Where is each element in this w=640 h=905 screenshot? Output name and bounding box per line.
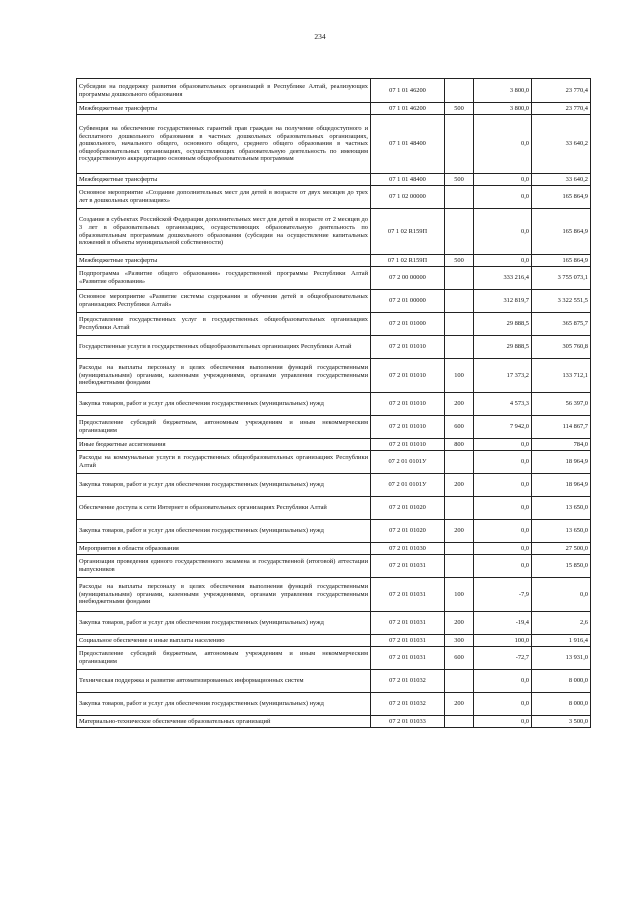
amount-total: 114 867,7 <box>532 416 591 439</box>
table-row <box>77 520 591 543</box>
table-row <box>77 267 591 290</box>
item-name: Иные бюджетные ассигнования <box>77 439 371 451</box>
amount-change: 312 819,7 <box>474 290 532 313</box>
target-article-code: 07 2 01 01031 <box>371 612 445 635</box>
table-row <box>77 174 591 186</box>
amount-change: 0,0 <box>474 520 532 543</box>
item-name: Техническая поддержка и развитие автоматизированных информационных систем <box>77 670 371 693</box>
item-name: Основное мероприятие «Развитие системы содержания и обучения детей в общеобразовательных организациях Республики Алтай» <box>77 290 371 313</box>
expense-type-code <box>445 115 474 174</box>
expense-type-code <box>445 451 474 474</box>
target-article-code: 07 2 01 0101У <box>371 474 445 497</box>
target-article-code: 07 2 01 01032 <box>371 670 445 693</box>
amount-change: 0,0 <box>474 174 532 186</box>
item-name: Создание в субъектах Российской Федерации дополнительных мест для детей в возрасте от 2 месяцев до 3 лет в образовательных организациях, осуществляющих образовательную деятельность по образовательным программам дошкольного образования (субсидии на осуществление капитальных вложений в объекты муниципальной собственности) <box>77 209 371 255</box>
table-row <box>77 612 591 635</box>
amount-total: 165 864,9 <box>532 255 591 267</box>
amount-total: 0,0 <box>532 578 591 612</box>
table-row <box>77 451 591 474</box>
amount-change: 0,0 <box>474 693 532 716</box>
target-article-code: 07 2 01 01010 <box>371 416 445 439</box>
table-row <box>77 635 591 647</box>
expense-type-code: 500 <box>445 255 474 267</box>
expense-type-code <box>445 336 474 359</box>
amount-change: 0,0 <box>474 716 532 728</box>
item-name: Межбюджетные трансферты <box>77 255 371 267</box>
amount-change: 0,0 <box>474 497 532 520</box>
table-row <box>77 693 591 716</box>
amount-change: 3 800,0 <box>474 79 532 103</box>
amount-total: 165 864,9 <box>532 186 591 209</box>
amount-total: 2,6 <box>532 612 591 635</box>
table-row <box>77 670 591 693</box>
target-article-code: 07 1 01 46200 <box>371 103 445 115</box>
table-row <box>77 313 591 336</box>
target-article-code: 07 2 01 01032 <box>371 693 445 716</box>
target-article-code: 07 1 02 R159П <box>371 255 445 267</box>
expense-type-code <box>445 313 474 336</box>
amount-total: 27 500,0 <box>532 543 591 555</box>
amount-total: 13 650,0 <box>532 497 591 520</box>
table-row <box>77 103 591 115</box>
expense-type-code <box>445 543 474 555</box>
amount-change: 3 800,0 <box>474 103 532 115</box>
item-name: Организация проведения единого государственного экзамена и государственной (итоговой) аттестации выпускников <box>77 555 371 578</box>
amount-change: 0,0 <box>474 439 532 451</box>
amount-change: 0,0 <box>474 209 532 255</box>
item-name: Предоставление субсидий бюджетным, автономным учреждениям и иным некоммерческим организациям <box>77 416 371 439</box>
expense-type-code: 500 <box>445 174 474 186</box>
table-row <box>77 497 591 520</box>
amount-total: 784,0 <box>532 439 591 451</box>
amount-change: 0,0 <box>474 255 532 267</box>
table-row <box>77 474 591 497</box>
item-name: Закупка товаров, работ и услуг для обеспечения государственных (муниципальных) нужд <box>77 474 371 497</box>
target-article-code: 07 2 01 01000 <box>371 313 445 336</box>
amount-total: 8 000,0 <box>532 693 591 716</box>
amount-total: 8 000,0 <box>532 670 591 693</box>
expense-type-code: 600 <box>445 647 474 670</box>
target-article-code: 07 2 01 01031 <box>371 647 445 670</box>
expense-type-code: 500 <box>445 103 474 115</box>
target-article-code: 07 2 01 01010 <box>371 359 445 393</box>
target-article-code: 07 2 01 01020 <box>371 497 445 520</box>
amount-change: 0,0 <box>474 555 532 578</box>
item-name: Предоставление государственных услуг в государственных общеобразовательных организациях Республики Алтай <box>77 313 371 336</box>
expense-type-code: 200 <box>445 612 474 635</box>
table-row <box>77 543 591 555</box>
item-name: Закупка товаров, работ и услуг для обеспечения государственных (муниципальных) нужд <box>77 612 371 635</box>
amount-change: 0,0 <box>474 451 532 474</box>
expense-type-code <box>445 670 474 693</box>
target-article-code: 07 2 01 01020 <box>371 520 445 543</box>
target-article-code: 07 2 01 01010 <box>371 439 445 451</box>
budget-table-body <box>77 79 591 728</box>
target-article-code: 07 1 01 48400 <box>371 174 445 186</box>
amount-change: 0,0 <box>474 186 532 209</box>
table-row <box>77 186 591 209</box>
target-article-code: 07 1 02 00000 <box>371 186 445 209</box>
amount-total: 56 397,0 <box>532 393 591 416</box>
target-article-code: 07 2 01 01033 <box>371 716 445 728</box>
expense-type-code: 200 <box>445 520 474 543</box>
amount-change: 7 942,0 <box>474 416 532 439</box>
expense-type-code <box>445 209 474 255</box>
amount-total: 23 770,4 <box>532 103 591 115</box>
item-name: Межбюджетные трансферты <box>77 103 371 115</box>
expense-type-code: 100 <box>445 578 474 612</box>
table-row <box>77 716 591 728</box>
amount-total: 33 640,2 <box>532 174 591 186</box>
amount-total: 13 931,0 <box>532 647 591 670</box>
amount-total: 133 712,1 <box>532 359 591 393</box>
expense-type-code <box>445 497 474 520</box>
table-row <box>77 336 591 359</box>
amount-total: 365 875,7 <box>532 313 591 336</box>
table-row <box>77 393 591 416</box>
target-article-code: 07 2 01 01031 <box>371 578 445 612</box>
item-name: Межбюджетные трансферты <box>77 174 371 186</box>
item-name: Подпрограмма «Развитие общего образования» государственной программы Республики Алтай «Развитие образования» <box>77 267 371 290</box>
item-name: Социальное обеспечение и иные выплаты населению <box>77 635 371 647</box>
amount-total: 3 500,0 <box>532 716 591 728</box>
item-name: Закупка товаров, работ и услуг для обеспечения государственных (муниципальных) нужд <box>77 393 371 416</box>
expense-type-code: 800 <box>445 439 474 451</box>
amount-change: 0,0 <box>474 670 532 693</box>
amount-total: 15 850,0 <box>532 555 591 578</box>
table-row <box>77 209 591 255</box>
item-name: Субсидии на поддержку развития образовательных организаций в Республике Алтай, реализующих программы дошкольного образования <box>77 79 371 103</box>
amount-total: 165 864,9 <box>532 209 591 255</box>
amount-change: 29 888,5 <box>474 313 532 336</box>
expense-type-code: 600 <box>445 416 474 439</box>
amount-change: 4 573,3 <box>474 393 532 416</box>
amount-change: -72,7 <box>474 647 532 670</box>
expense-type-code <box>445 267 474 290</box>
item-name: Предоставление субсидий бюджетным, автономным учреждениям и иным некоммерческим организациям <box>77 647 371 670</box>
item-name: Субвенция на обеспечение государственных гарантий прав граждан на получение общедоступного и бесплатного дошкольного образования в частных дошкольных образовательных организациях, дошкольного, начального общего, основного общего, среднего общего образования в частных общеобразовательных организациях, осуществляющих образовательную деятельность по имеющим государственную аккредитацию основным общеобразовательным программам <box>77 115 371 174</box>
item-name: Основное мероприятие «Создание дополнительных мест для детей в возрасте от двух месяцев до трех лет в дошкольных организациях» <box>77 186 371 209</box>
table-row <box>77 359 591 393</box>
expense-type-code: 300 <box>445 635 474 647</box>
expense-type-code <box>445 716 474 728</box>
amount-change: 17 373,2 <box>474 359 532 393</box>
item-name: Мероприятия в области образования <box>77 543 371 555</box>
target-article-code: 07 2 01 01031 <box>371 635 445 647</box>
table-row <box>77 647 591 670</box>
amount-total: 13 650,0 <box>532 520 591 543</box>
item-name: Материально-техническое обеспечение образовательных организаций <box>77 716 371 728</box>
target-article-code: 07 2 01 01010 <box>371 393 445 416</box>
amount-change: 333 216,4 <box>474 267 532 290</box>
table-row <box>77 255 591 267</box>
target-article-code: 07 2 01 0101У <box>371 451 445 474</box>
amount-change: 100,0 <box>474 635 532 647</box>
table-row <box>77 578 591 612</box>
expense-type-code: 200 <box>445 393 474 416</box>
amount-total: 23 770,4 <box>532 79 591 103</box>
item-name: Обеспечение доступа к сети Интернет в образовательных организациях Республики Алтай <box>77 497 371 520</box>
budget-table <box>76 78 591 728</box>
item-name: Расходы на выплаты персоналу в целях обеспечения выполнения функций государственными (муниципальными) органами, казенными учреждениями, органами управления государственными внебюджетными фондами <box>77 578 371 612</box>
expense-type-code <box>445 79 474 103</box>
amount-change: 0,0 <box>474 543 532 555</box>
amount-total: 1 916,4 <box>532 635 591 647</box>
target-article-code: 07 2 00 00000 <box>371 267 445 290</box>
target-article-code: 07 2 01 01010 <box>371 336 445 359</box>
amount-total: 18 964,9 <box>532 451 591 474</box>
amount-total: 3 755 073,1 <box>532 267 591 290</box>
item-name: Расходы на коммунальные услуги в государственных общеобразовательных организациях Республики Алтай <box>77 451 371 474</box>
amount-change: 29 888,5 <box>474 336 532 359</box>
expense-type-code <box>445 186 474 209</box>
amount-total: 3 322 551,5 <box>532 290 591 313</box>
target-article-code: 07 1 01 48400 <box>371 115 445 174</box>
table-row <box>77 79 591 103</box>
table-row <box>77 290 591 313</box>
item-name: Расходы на выплаты персоналу в целях обеспечения выполнения функций государственными (муниципальными) органами, казенными учреждениями, органами управления государственными внебюджетными фондами <box>77 359 371 393</box>
amount-change: -7,9 <box>474 578 532 612</box>
expense-type-code <box>445 555 474 578</box>
item-name: Закупка товаров, работ и услуг для обеспечения государственных (муниципальных) нужд <box>77 693 371 716</box>
amount-change: -19,4 <box>474 612 532 635</box>
table-row <box>77 115 591 174</box>
table-row <box>77 416 591 439</box>
expense-type-code <box>445 290 474 313</box>
target-article-code: 07 2 01 01030 <box>371 543 445 555</box>
table-row <box>77 555 591 578</box>
expense-type-code: 200 <box>445 693 474 716</box>
target-article-code: 07 1 01 46200 <box>371 79 445 103</box>
expense-type-code: 100 <box>445 359 474 393</box>
expense-type-code: 200 <box>445 474 474 497</box>
amount-change: 0,0 <box>474 474 532 497</box>
amount-change: 0,0 <box>474 115 532 174</box>
item-name: Государственные услуги в государственных общеобразовательных организациях Республики Алтай <box>77 336 371 359</box>
target-article-code: 07 2 01 01031 <box>371 555 445 578</box>
amount-total: 18 964,9 <box>532 474 591 497</box>
page-number: 234 <box>314 32 326 41</box>
target-article-code: 07 1 02 R159П <box>371 209 445 255</box>
target-article-code: 07 2 01 00000 <box>371 290 445 313</box>
amount-total: 33 640,2 <box>532 115 591 174</box>
table-row <box>77 439 591 451</box>
item-name: Закупка товаров, работ и услуг для обеспечения государственных (муниципальных) нужд <box>77 520 371 543</box>
amount-total: 305 760,8 <box>532 336 591 359</box>
